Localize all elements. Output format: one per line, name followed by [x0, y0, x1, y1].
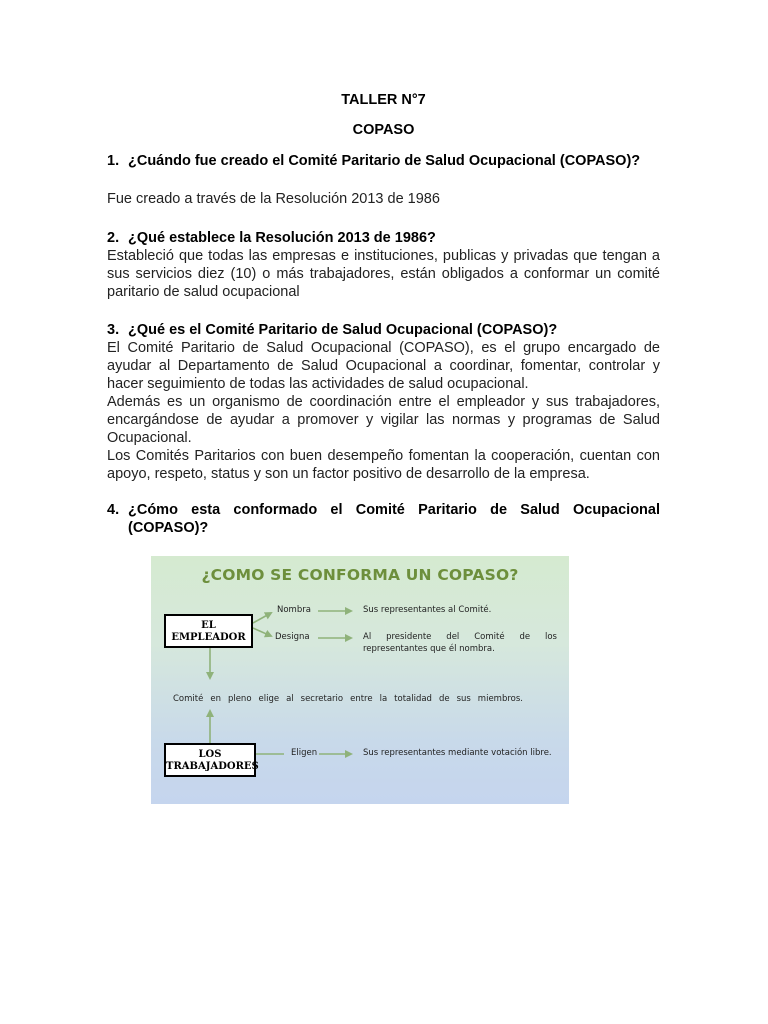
arrow-to-designa: [253, 628, 271, 636]
diagram-title: ¿COMO SE CONFORMA UN COPASO?: [201, 566, 519, 584]
question-text: ¿Qué es el Comité Paritario de Salud Ocupacional (COPASO)?: [128, 322, 558, 338]
designa-result: Al presidente del Comité de los representantes que él nombra.: [363, 632, 557, 654]
eligen-label: Eligen: [291, 748, 318, 758]
answer-2: [107, 247, 660, 301]
arrow-to-nombra: [253, 613, 271, 623]
copaso-diagram: [151, 556, 569, 804]
answer-paragraph: Los Comités Paritarios con buen desempeño fomentan la cooperación, cuentan con apoyo, respeto, status y son un factor positivo de desarrollo de la empresa.: [107, 448, 660, 482]
eligen-result: Sus representantes mediante votación libre.: [363, 748, 552, 758]
question-text: ¿Qué establece la Resolución 2013 de 1986?: [128, 230, 436, 246]
document-title: TALLER N°7: [341, 92, 426, 108]
employer-label: EL EMPLEADOR: [171, 620, 246, 643]
answer-paragraph: El Comité Paritario de Salud Ocupacional (COPASO), es el grupo encargado de ayudar al Departamento de Salud Ocupacional a coordinar, fomentar, controlar y hacer seguimiento de todas las actividades de salud ocupacional.: [107, 340, 660, 392]
document-subtitle: COPASO: [352, 122, 415, 138]
question-number: 3.: [107, 322, 120, 338]
answer-paragraph: Fue creado a través de la Resolución 2013 de 1986: [107, 191, 440, 207]
answer-paragraph: Estableció que todas las empresas e instituciones, publicas y privadas que tengan a sus servicios diez (10) o más trabajadores, están obligados a conformar un comité paritario de salud ocupacional: [107, 248, 660, 300]
workers-box: [164, 743, 259, 777]
answer-3: [107, 339, 660, 483]
answer-paragraph: Además es un organismo de coordinación entre el empleador y sus trabajadores, encargándose de ayudar a promover y vigilar las normas y programas de Salud Ocupacional.: [107, 394, 660, 446]
question-3: [107, 321, 660, 339]
question-4: [107, 501, 660, 537]
nombra-label: Nombra: [277, 605, 311, 615]
question-number: 4.: [107, 502, 120, 518]
middle-text: Comité en pleno elige al secretario entre la totalidad de sus miembros.: [173, 694, 523, 704]
answer-1: [107, 190, 660, 208]
question-2: [107, 229, 660, 247]
question-text: ¿Cuándo fue creado el Comité Paritario de Salud Ocupacional (COPASO)?: [128, 153, 641, 169]
question-1: [107, 152, 660, 170]
question-number: 2.: [107, 230, 120, 246]
question-text: ¿Cómo esta conformado el Comité Paritario de Salud Ocupacional (COPASO)?: [128, 502, 660, 536]
question-number: 1.: [107, 153, 120, 169]
workers-label: LOS TRABAJADORES: [166, 749, 259, 772]
employer-box: [164, 614, 253, 648]
designa-label: Designa: [275, 632, 310, 642]
nombra-result: Sus representantes al Comité.: [363, 605, 492, 615]
